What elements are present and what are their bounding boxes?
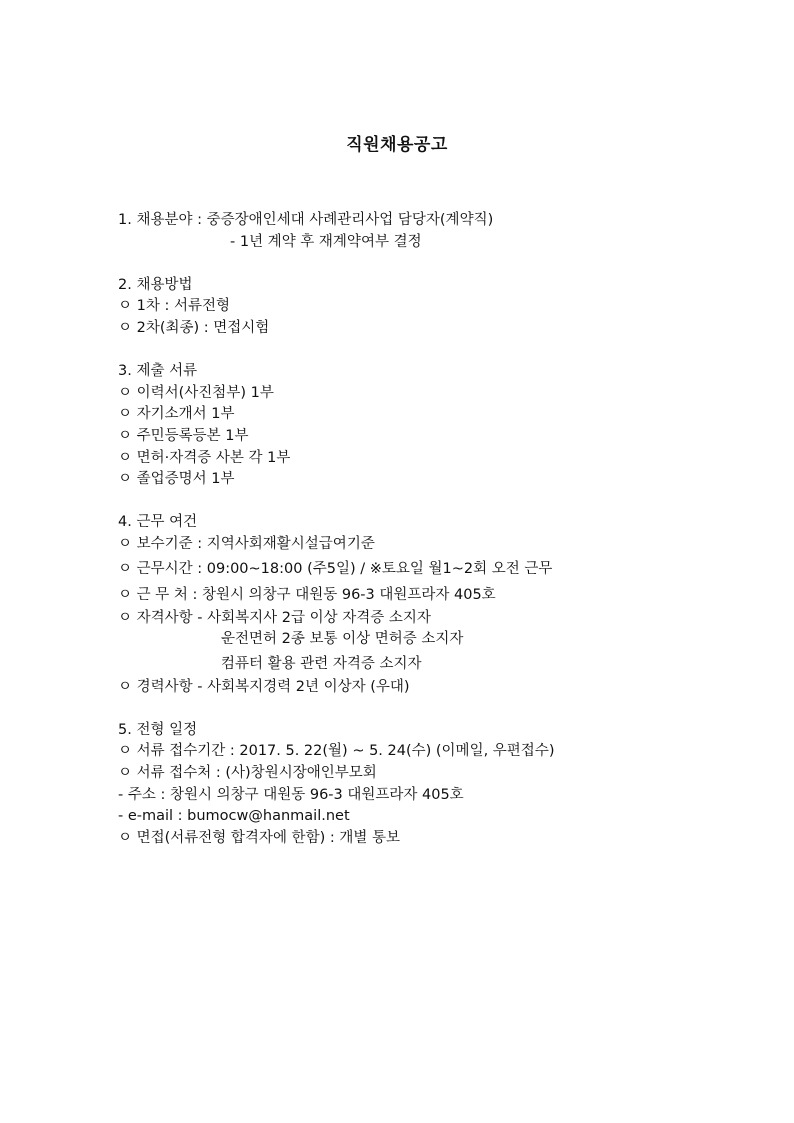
pay-standard: ㅇ 보수기준 : 지역사회재활시설급여기준 — [118, 535, 375, 552]
career-requirement: ㅇ 경력사항 - 사회복지경력 2년 이상자 (우대) — [118, 678, 410, 695]
list-item: ㅇ 면접(서류전형 합격자에 한함) : 개별 통보 — [118, 829, 400, 846]
section-2-heading: 2. 채용방법 — [118, 276, 193, 293]
qualification-2: 운전면허 2종 보통 이상 면허증 소지자 — [221, 631, 464, 648]
list-item: - e-mail : bumocw@hanmail.net — [118, 808, 350, 825]
list-item: ㅇ 2차(최종) : 면접시험 — [118, 319, 270, 336]
list-item: ㅇ 졸업증명서 1부 — [118, 471, 235, 488]
list-item: - 주소 : 창원시 의창구 대원동 96-3 대원프라자 405호 — [118, 786, 464, 803]
work-hours: ㅇ 근무시간 : 09:00~18:00 (주5일) / ※토요일 월1~2회 오전 근무 — [118, 560, 553, 577]
section-3-heading: 3. 제출 서류 — [118, 363, 198, 380]
list-item: ㅇ 주민등록등본 1부 — [118, 427, 249, 444]
list-item: ㅇ 이력서(사진첨부) 1부 — [118, 384, 274, 401]
document-body — [118, 210, 738, 849]
qualification-1: ㅇ 자격사항 - 사회복지사 2급 이상 자격증 소지자 — [118, 609, 431, 626]
page-title: 직원채용공고 — [346, 135, 448, 155]
section-1-heading: 1. 채용분야 : 중증장애인세대 사례관리사업 담당자(계약직) — [118, 212, 494, 228]
section-1-sub: - 1년 계약 후 재계약여부 결정 — [230, 233, 422, 250]
list-item: ㅇ 서류 접수처 : (사)창원시장애인부모회 — [118, 765, 377, 782]
list-item: ㅇ 면허·자격증 사본 각 1부 — [118, 449, 291, 466]
list-item: ㅇ 서류 접수기간 : 2017. 5. 22(월) ~ 5. 24(수) (이메일, 우편접수) — [118, 743, 555, 760]
section-4-heading: 4. 근무 여건 — [118, 514, 198, 531]
section-5-heading: 5. 전형 일정 — [118, 721, 198, 738]
list-item: ㅇ 1차 : 서류전형 — [118, 298, 230, 315]
list-item: ㅇ 자기소개서 1부 — [118, 406, 235, 423]
work-place: ㅇ 근 무 처 : 창원시 의창구 대원동 96-3 대원프라자 405호 — [118, 586, 496, 603]
qualification-3: 컴퓨터 활용 관련 자격증 소지자 — [221, 655, 422, 672]
